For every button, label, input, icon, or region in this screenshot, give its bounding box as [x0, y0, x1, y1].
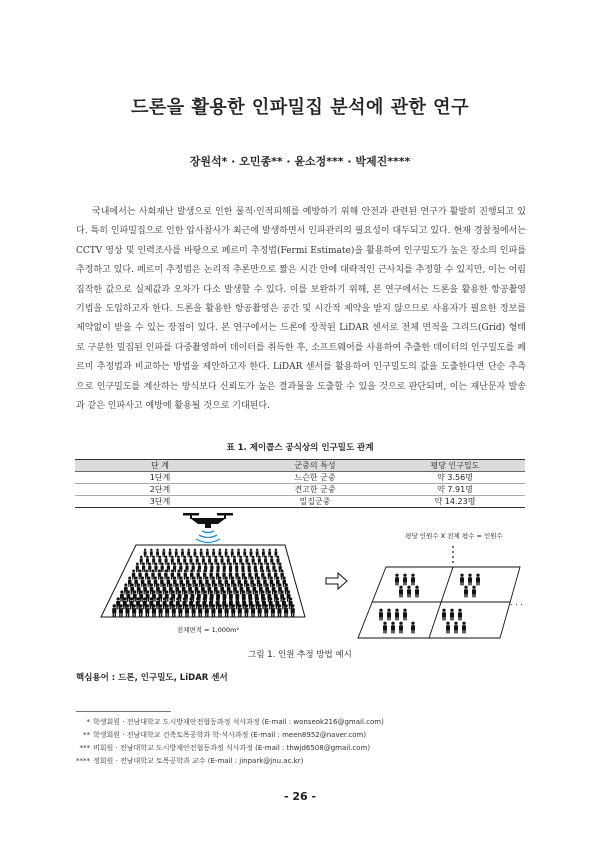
table-cell: 1단계 — [75, 472, 245, 484]
person-icon — [468, 574, 472, 586]
table-cell: 느슨한 군중 — [245, 472, 385, 484]
table-row — [75, 472, 525, 484]
table-cell: 견고한 군중 — [245, 484, 385, 496]
person-icon — [462, 622, 466, 634]
footnote-text: 정회원 · 전남대학교 토목공학과 교수 (E-mail : jinpark@jnu.ac.kr) — [93, 757, 304, 765]
person-icon — [415, 586, 419, 598]
density-table — [75, 459, 525, 508]
table-cell: 약 3.56명 — [385, 472, 525, 484]
vertical-dots — [452, 546, 454, 563]
person-icon — [387, 609, 391, 621]
footnote — [60, 717, 540, 727]
person-icon — [379, 609, 383, 621]
table-header-cell: 평당 인구밀도 — [385, 460, 525, 472]
footnote-mark: **** — [76, 757, 90, 765]
person-icon — [411, 574, 415, 586]
footnote — [60, 756, 540, 766]
figure-caption: 그림 1. 인원 추정 방법 예시 — [248, 650, 352, 660]
table-caption: 표 1. 제이콥스 공식상의 인구밀도 관계 — [226, 443, 374, 453]
person-icon — [411, 622, 415, 634]
drone-icon — [183, 513, 233, 528]
person-icon — [460, 574, 464, 586]
area-label: 전체면적 = 1,000m² — [176, 626, 240, 634]
grid-diagram — [358, 567, 520, 638]
person-icon — [399, 622, 403, 634]
person-icon — [476, 574, 480, 586]
person-icon — [407, 586, 411, 598]
table-row — [75, 484, 525, 496]
keywords: 핵심용어 : 드론, 인구밀도, LiDAR 센서 — [76, 673, 228, 683]
table-header-cell: 단 계 — [75, 460, 245, 472]
person-icon — [446, 622, 450, 634]
table-cell: 3단계 — [75, 496, 245, 508]
table-header-row — [75, 460, 525, 472]
footnote — [60, 730, 540, 740]
formula-label: 평당 인원수 X 전체 평수 = 인원수 — [405, 532, 503, 540]
person-icon — [442, 609, 446, 621]
person-icon — [383, 622, 387, 634]
table-cell: 2단계 — [75, 484, 245, 496]
person-icon — [464, 586, 468, 598]
footnote — [60, 743, 540, 753]
person-icon — [450, 609, 454, 621]
person-icon — [403, 609, 407, 621]
footnote-divider — [76, 711, 171, 712]
crowd-estimation-figure — [100, 505, 523, 643]
arrow-right-icon — [326, 573, 347, 589]
table-cell: 약 7.91명 — [385, 484, 525, 496]
person-icon — [403, 574, 407, 586]
person-icon — [458, 609, 462, 621]
footnote-text: 비회원 · 전남대학교 도시방재안전협동과정 석사과정 (E-mail : thwjd6508@gmail.com) — [93, 744, 371, 752]
person-icon — [391, 622, 395, 634]
person-icon — [454, 622, 458, 634]
table-header-cell: 군중의 특성 — [245, 460, 385, 472]
person-icon — [395, 609, 399, 621]
page-number: - 26 - — [283, 790, 317, 803]
footnote-mark: ** — [83, 731, 90, 739]
footnote-text: 학생회원 · 전남대학교 도시방재안전협동과정 석사과정 (E-mail : wonseok216@gmail.com) — [93, 718, 384, 726]
grid-people — [379, 574, 480, 634]
table-cell: 약 14.23명 — [385, 496, 525, 508]
paper-title: 드론을 활용한 인파밀집 분석에 관한 연구 — [131, 97, 469, 118]
person-icon — [395, 574, 399, 586]
grid-ellipsis: . . . — [510, 598, 523, 607]
abstract-paragraph: 국내에서는 사회재난 발생으로 인한 물적·인적피해를 예방하기 위해 안전과 관련된 연구가 활발히 진행되고 있다. 특히 인파밀집으로 인한 압사참사가 최근에 발생하면서 인파관리의 필요성이 대두되고 있다. 현재 경찰청에서는 CCTV 영상 및 인력조사를 바탕으로 페르미 추정법(Fermi Estimate)을 활용하여 인구밀도가 높은 장소의 인파를 추정하고 있다. 페르미 추정법은 논리적 추론만으로 짧은 시간 안에 대략적인 근사치를 추정할 수 있지만, 이는 어림짐작한 값으로 실제값과 오차가 다소 발생할 수 있다. 이를 보완하기 위해, 본 연구에서는 드론을 활용한 항공촬영 기법을 도입하고자 한다. 드론을 활용한 항공촬영은 공간 및 시간적 제약을 받지 않으므로 사용자가 필요한 정보를 제약없이 받을 수 있는 장점이 있다. 본 연구에서는 드론에 장착된 LiDAR 센서로 전체 면적을 그리드(Grid) 형태로 구분한 밀집된 인파를 다중촬영하여 데이터를 취득한 후, 소프트웨어를 사용하여 추출한 데이터의 인구밀도를 페르미 추정법과 비교하는 방법을 제안하고자 한다. LiDAR 센서를 활용하여 인구밀도의 값을 도출한다면 단순 추측으로 인구밀도를 계산하는 방식보다 신뢰도가 높은 결과물을 도출할 수 있을 것으로 판단되며, 이는 재난문자 발송과 같은 인파사고 예방에 활용될 것으로 기대된다. — [76, 207, 526, 412]
author-line: 장원석* · 오민종** · 윤소정*** · 박제진**** — [189, 155, 411, 168]
footnote-text: 학생회원 · 전남대학교 건축토목공학과 학·석사과정 (E-mail : meen8952@naver.com) — [93, 731, 367, 739]
person-icon — [399, 586, 403, 598]
person-icon — [472, 586, 476, 598]
footnote-mark: *** — [79, 744, 90, 752]
lidar-signal-icon — [196, 531, 220, 543]
footnote-mark: * — [86, 718, 90, 726]
table-cell: 밀집군중 — [245, 496, 385, 508]
